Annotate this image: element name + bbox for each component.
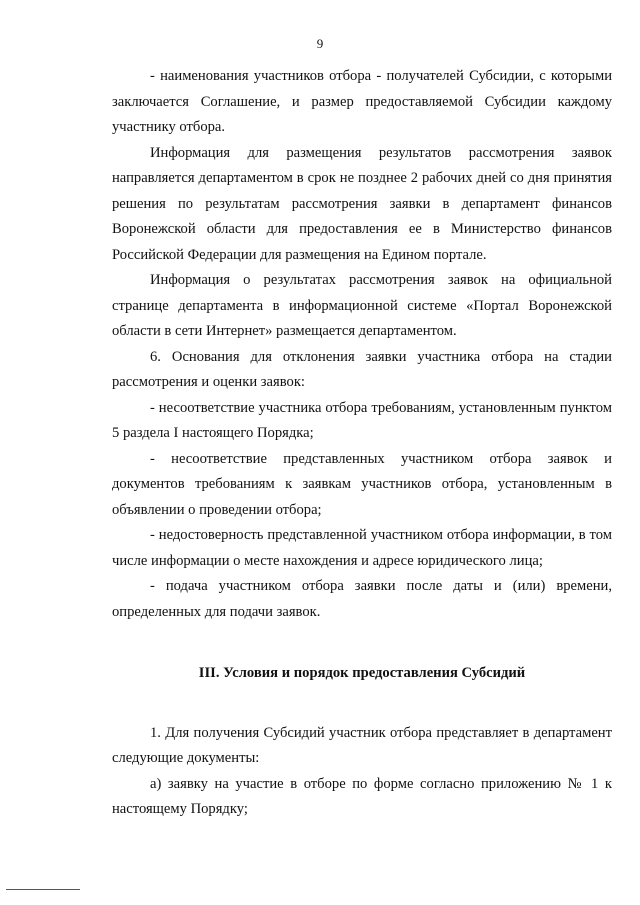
list-item: - недостоверность представленной участником отбора информации, в том числе информации о месте нахождения и адресе юридического лица; <box>112 527 612 569</box>
page-number: 9 <box>316 36 324 51</box>
list-item: - несоответствие участника отбора требованиям, установленным пунктом 5 раздела I настоящего Порядка; <box>112 399 612 441</box>
paragraph: - наименования участников отбора - получателей Субсидии, с которыми заключается Соглашение, и размер предоставляемой Субсидии каждому участнику отбора. <box>112 68 612 135</box>
paragraph: Информация для размещения результатов рассмотрения заявок направляется департаментом в срок не позднее 2 рабочих дней со дня принятия решения по результатам рассмотрения заявки в департамент финансов Воронежской области для предоставления ее в Министерство финансов Российской Федерации для размещения на Едином портале. <box>112 144 612 263</box>
list-item: - подача участником отбора заявки после даты и (или) времени, определенных для подачи заявок. <box>112 578 612 620</box>
document-body <box>112 64 612 823</box>
list-item: - несоответствие представленных участником отбора заявок и документов требованиям к заявкам участников отбора, установленным в объявлении о проведении отбора; <box>112 450 612 518</box>
paragraph: 6. Основания для отклонения заявки участника отбора на стадии рассмотрения и оценки заявок: <box>112 348 612 390</box>
list-item: а) заявку на участие в отборе по форме согласно приложению № 1 к настоящему Порядку; <box>112 775 612 817</box>
paragraph: Информация о результатах рассмотрения заявок на официальной странице департамента в информационной системе «Портал Воронежской области в сети Интернет» размещается департаментом. <box>112 272 612 339</box>
section-heading: III. Условия и порядок предоставления Субсидий <box>198 665 526 681</box>
footer-divider <box>6 889 80 890</box>
paragraph: 1. Для получения Субсидий участник отбора представляет в департамент следующие документы: <box>112 724 612 766</box>
